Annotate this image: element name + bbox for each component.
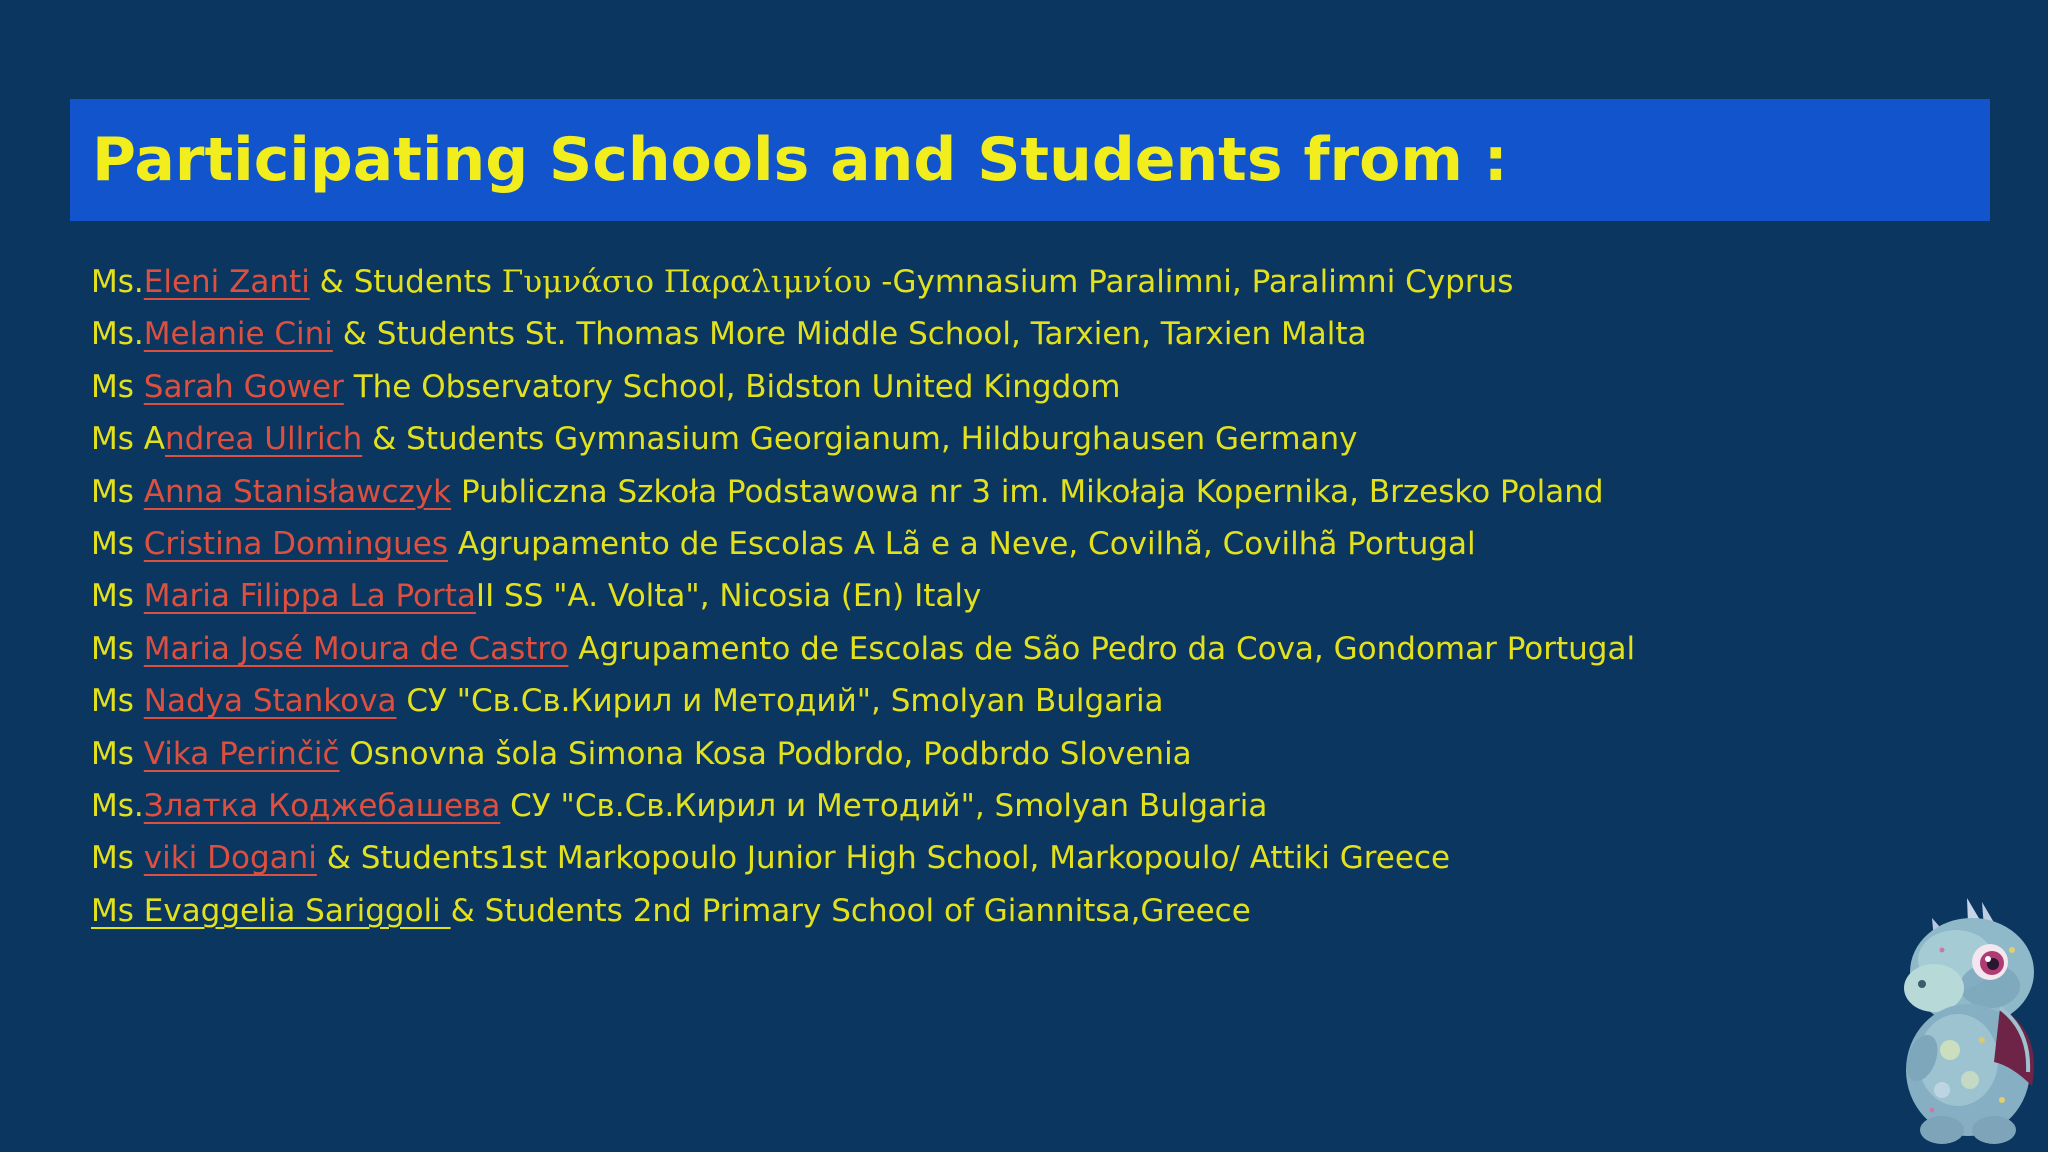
participant-school: II SS "A. Volta", Nicosia (En) Italy [475, 578, 982, 615]
participant-list [91, 256, 1971, 937]
participant-name-link[interactable]: Златка Коджебашева [143, 787, 501, 824]
participant-school: & Students St. Thomas More Middle School, Tarxien, Tarxien Malta [332, 316, 1367, 353]
participant-name-link[interactable]: Ms Evaggelia Sariggoli [91, 892, 451, 929]
participant-name-link[interactable]: Vika Perinčič [143, 735, 340, 772]
participant-school: & Students [309, 264, 502, 300]
title-banner [70, 99, 1990, 221]
participant-line-greece-markopoulo [91, 832, 1971, 884]
participant-school: & Students1st Markopoulo Junior High School, Markopoulo/ Attiki Greece [316, 840, 1451, 877]
participant-name-link[interactable]: Maria Filippa La Porta [143, 578, 476, 615]
participant-line-italy [91, 570, 1971, 622]
participant-line-greece-giannitsa [91, 885, 1971, 937]
participant-line-germany [91, 413, 1971, 465]
participant-name-link[interactable]: Eleni Zanti [143, 264, 310, 300]
participant-line-slovenia [91, 728, 1971, 780]
participant-school: Osnovna šola Simona Kosa Podbrdo, Podbrdo Slovenia [339, 735, 1192, 772]
participant-line-portugal-gondomar [91, 623, 1971, 675]
slide-title: Participating Schools and Students from : [92, 125, 1508, 195]
participant-prefix: Ms [91, 525, 144, 562]
participant-prefix: Ms [91, 840, 144, 877]
participant-prefix: Ms [91, 735, 144, 772]
participant-line-portugal-covilha [91, 518, 1971, 570]
participant-name-link[interactable]: Sarah Gower [143, 368, 344, 405]
participant-school: СУ "Св.Св.Кирил и Методий", Smolyan Bulgaria [396, 683, 1164, 720]
participant-school: СУ "Св.Св.Кирил и Методий", Smolyan Bulgaria [500, 787, 1268, 824]
participant-name-link[interactable]: Anna Stanisławczyk [143, 473, 452, 510]
participant-name-link[interactable]: Maria José Moura de Castro [143, 630, 569, 667]
participant-school: & Students Gymnasium Georgianum, Hildburghausen Germany [362, 421, 1358, 458]
participant-prefix: Ms [91, 368, 144, 405]
participant-prefix: Ms [91, 683, 144, 720]
participant-line-poland [91, 466, 1971, 518]
participant-line-malta [91, 308, 1971, 360]
participant-name-link[interactable]: viki Dogani [143, 840, 317, 877]
participant-school: Agrupamento de Escolas A Lã e a Neve, Covilhã, Covilhã Portugal [448, 525, 1476, 562]
participant-line-cyprus [91, 256, 1971, 308]
participant-prefix: Ms. [91, 264, 144, 300]
participant-name-link[interactable]: Cristina Domingues [143, 525, 449, 562]
participant-prefix: Ms A [91, 421, 165, 458]
participant-school: & Students 2nd Primary School of Giannitsa,Greece [450, 892, 1251, 929]
participant-name-link[interactable]: Melanie Cini [143, 316, 333, 353]
participant-school: The Observatory School, Bidston United Kingdom [343, 368, 1121, 405]
participant-school: Agrupamento de Escolas de São Pedro da Cova, Gondomar Portugal [568, 630, 1636, 667]
participant-line-bulgaria-2 [91, 780, 1971, 832]
dragon-mascot-image [1872, 890, 2048, 1152]
participant-prefix: Ms. [91, 316, 144, 353]
participant-line-uk [91, 361, 1971, 413]
participant-prefix: Ms [91, 473, 144, 510]
participant-prefix: Ms. [91, 787, 144, 824]
participant-school-location: -Gymnasium Paralimni, Paralimni Cyprus [871, 264, 1514, 300]
participant-line-bulgaria-1 [91, 675, 1971, 727]
participant-prefix: Ms [91, 578, 144, 615]
participant-school-greek: Γυμνάσιο Παραλιμνίου [501, 264, 872, 300]
participant-name-link[interactable]: ndrea Ullrich [164, 421, 363, 458]
participant-prefix: Ms [91, 630, 144, 667]
participant-name-link[interactable]: Nadya Stankova [143, 683, 397, 720]
participant-school: Publiczna Szkoła Podstawowa nr 3 im. Mikołaja Kopernika, Brzesko Poland [451, 473, 1604, 510]
